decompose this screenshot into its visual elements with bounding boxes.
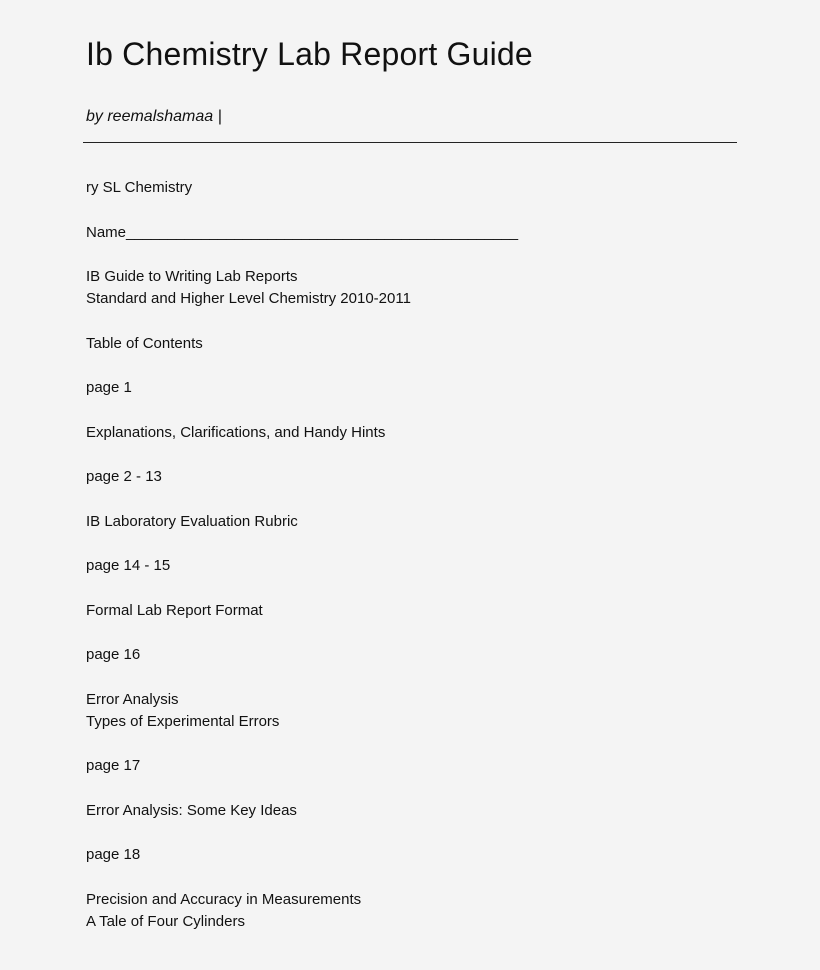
toc-page-ref: page 14 - 15 (86, 557, 171, 574)
toc-entry: Precision and Accuracy in Measurements (86, 891, 362, 908)
toc-entry: Formal Lab Report Format (86, 602, 263, 619)
toc-entry: IB Laboratory Evaluation Rubric (86, 513, 298, 530)
guide-title-line1: IB Guide to Writing Lab Reports (86, 268, 298, 285)
toc-entry: A Tale of Four Cylinders (86, 913, 245, 930)
toc-page-ref: page 18 (86, 846, 141, 863)
toc-page-ref: page 17 (86, 757, 141, 774)
document-title: Ib Chemistry Lab Report Guide (86, 36, 533, 72)
toc-entry: Types of Experimental Errors (86, 713, 280, 730)
toc-page-ref: page 1 (86, 379, 132, 396)
name-field-line: Name_______________________________________________ (86, 224, 519, 241)
title-divider (83, 142, 737, 143)
toc-entry: Error Analysis (86, 691, 179, 708)
author-byline: by reemalshamaa | (86, 108, 222, 125)
course-line: ry SL Chemistry (86, 179, 193, 196)
toc-entry: Error Analysis: Some Key Ideas (86, 802, 297, 819)
toc-page-ref: page 2 - 13 (86, 468, 162, 485)
toc-page-ref: page 16 (86, 646, 141, 663)
toc-entry: Explanations, Clarifications, and Handy Hints (86, 424, 386, 441)
toc-heading: Table of Contents (86, 335, 203, 352)
guide-title-line2: Standard and Higher Level Chemistry 2010-2011 (86, 290, 411, 307)
